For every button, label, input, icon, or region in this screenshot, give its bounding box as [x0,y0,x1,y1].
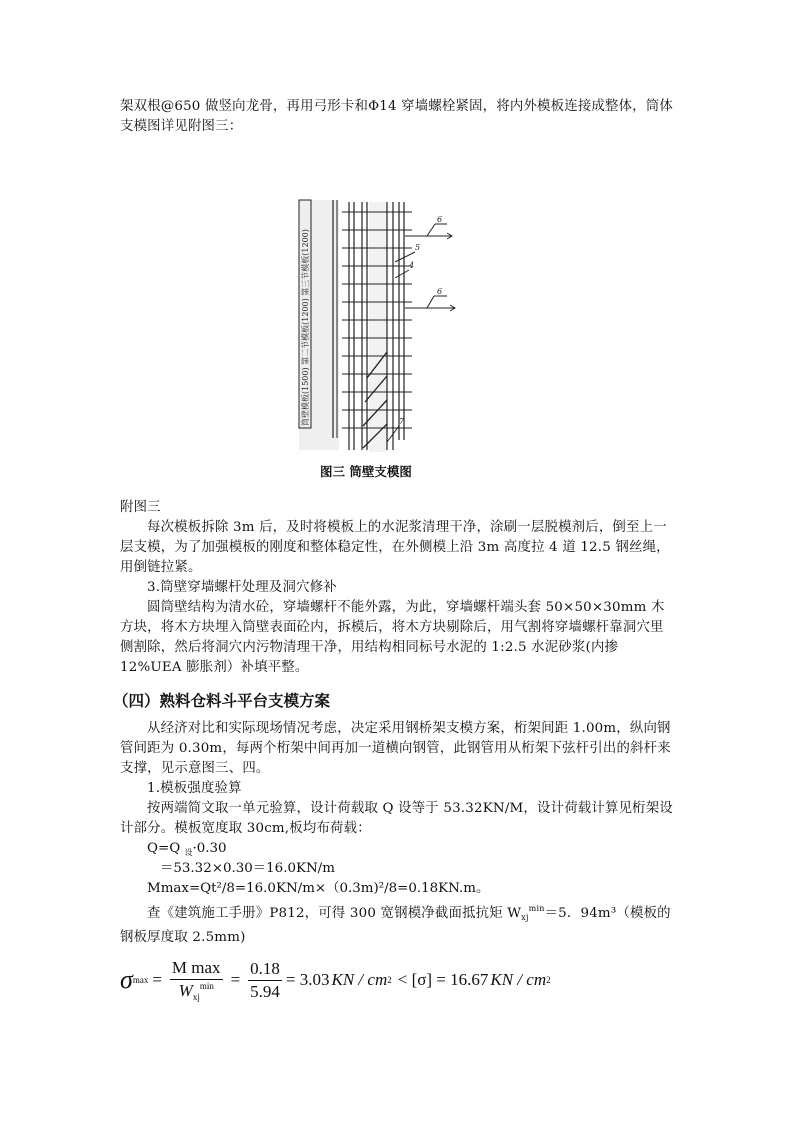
formwork-diagram [287,180,492,460]
scheme-paragraph: 从经济对比和实际现场情况考虑，决定采用钢桥架支模方案，桁架间距 1.00m，纵向钢管间距为 0.30m，每两个桁架中间再加一道横向钢管，此钢管用从桁架下弦杆引出的斜杆来支撑，见示意图三、四。 [120,721,671,776]
den-sup: min [199,981,214,991]
sigma-sub: max [132,975,149,985]
intro-paragraph [120,97,674,137]
bolts-paragraph: 圆筒壁结构为清水砼，穿墙螺杆不能外露，为此，穿墙螺杆端头套 50×50×30mm 木方块，将木方块埋入筒壁表面砼内，拆模后，将木方块剔除后，用气割将穿墙螺杆靠洞穴里侧割除，然后将洞穴内污物清理干净，用结构相同标号水泥的 1:2.5 水泥砂浆(内掺 12%UEA 膨胀剂）补填平整。 [120,600,665,675]
equation-mmax: Mmax=Qt²/8=16.0KN/m×（0.3m)²/8=0.18KN.m。 [147,881,490,896]
den-w: W [178,981,193,1000]
vertical-label: 筒壁模板(1500) 第二节模板(1200) 第三节模板(1200) [301,229,310,426]
handbook-text-a: 查《建筑施工手册》P812，可得 300 宽钢模净截面抵抗矩 W [147,906,522,921]
fraction-denominator: 5.94 [250,981,280,1001]
check-paragraph: 按两端简文取一单元验算，设计荷载取 Q 设等于 53.32KN/M，设计荷载计算见桁架设计部分。模板宽度取 30cm,板均布荷载： [120,801,673,836]
sigma-symbol: σ [120,965,133,994]
marker-label: 6 [437,215,443,224]
fraction-moment [170,958,223,1002]
handbook-text-b: ＝5．94m³（模板的钢板厚度取 2.5mm) [120,906,671,945]
equals-2: = [230,970,241,989]
marker-label: 4 [409,261,415,270]
section-heading: （四）熟料仓料斗平台支模方案 [113,692,331,710]
marker-label: 5 [415,243,421,252]
intro-line-2: 支模图详见附图三： [120,119,243,134]
result-power: 2 [387,975,392,985]
handbook-sup: min [528,904,545,913]
handbook-paragraph [120,899,674,948]
result-unit: KN / cm [331,970,388,989]
marker-label: 6 [437,287,443,296]
subheading-strength-check: 1.模板强度验算 [147,781,242,796]
appendix-label: 附图三 [120,500,161,515]
subheading-bolts: 3.筒壁穿墙螺杆处理及洞穴修补 [147,580,337,595]
equation-q2: ＝53.32×0.30＝16.0KN/m [160,861,335,876]
result-value: = 3.03 [285,970,330,989]
stress-formula [120,955,551,1005]
formwork-diagram-figure [287,180,492,490]
marker-label: 7 [399,417,405,426]
eq-q1-tail: ·0.30 [192,841,227,856]
figure-caption: 图三 筒壁支模图 [320,464,412,479]
allowable-compare: < [σ] = 16.67 [397,970,489,989]
eq-q1-sub: 设 [184,848,193,857]
allowable-unit: KN / cm [490,970,547,989]
den-sub: xj [192,992,200,1002]
intro-line-1: 架双根@650 做竖向龙骨，再用弓形卡和Φ14 穿墙螺栓紧固，将内外模板连接成整体，筒体 [120,99,673,114]
equals-1: = [152,970,162,989]
handbook-sub: xj [521,913,529,922]
fraction-values [248,959,282,1002]
fraction-denominator [179,980,214,1002]
eq-q1-main: Q=Q [147,841,185,856]
fraction-numerator: M max [170,958,223,980]
fraction-numerator: 0.18 [248,959,282,981]
removal-paragraph: 每次模板拆除 3m 后，及时将模板上的水泥浆清理干净，涂刷一层脱模剂后，倒至上一层支模，为了加强模板的刚度和整体稳定性，在外侧模上沿 3m 高度拉 4 道 12.5 钢丝绳，用倒链拉紧。 [120,520,670,575]
allowable-power: 2 [546,975,551,985]
